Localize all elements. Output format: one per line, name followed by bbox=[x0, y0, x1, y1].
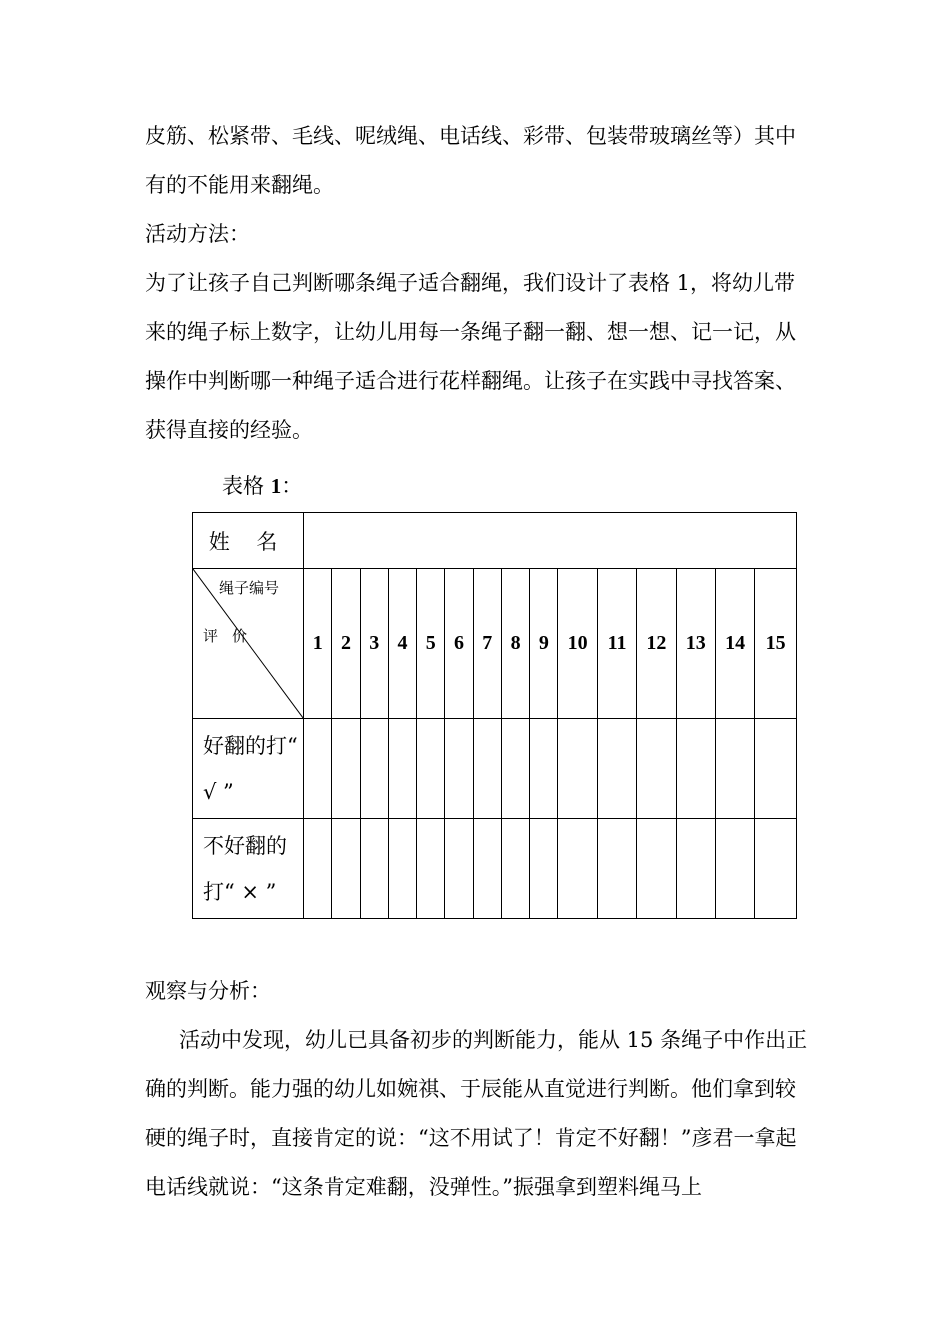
rope-number: 1 bbox=[304, 569, 332, 719]
table-cell bbox=[388, 719, 416, 819]
rope-number: 4 bbox=[388, 569, 416, 719]
rope-number: 6 bbox=[445, 569, 473, 719]
diag-label-rope-number: 绳子编号 bbox=[219, 579, 280, 597]
table-cell bbox=[755, 719, 797, 819]
table-cell bbox=[637, 719, 676, 819]
rope-number: 15 bbox=[755, 569, 797, 719]
table-cell bbox=[304, 719, 332, 819]
table-cell bbox=[360, 719, 388, 819]
table-cell bbox=[676, 819, 715, 919]
table-cell bbox=[332, 719, 360, 819]
table-cell bbox=[501, 719, 529, 819]
good-row-label: 好翻的打“ √ ” bbox=[193, 719, 304, 819]
rope-number: 7 bbox=[473, 569, 501, 719]
table-cell bbox=[530, 719, 558, 819]
rope-number: 2 bbox=[332, 569, 360, 719]
table-cell bbox=[388, 819, 416, 919]
rope-number: 12 bbox=[637, 569, 676, 719]
table-cell bbox=[530, 819, 558, 919]
rope-number: 10 bbox=[558, 569, 597, 719]
table-row-name bbox=[193, 513, 797, 569]
heading-method: 活动方法： bbox=[145, 222, 250, 246]
table-cell bbox=[755, 819, 797, 919]
table-cell bbox=[417, 719, 445, 819]
table-cell bbox=[473, 719, 501, 819]
paragraph-method: 为了让孩子自己判断哪条绳子适合翻绳，我们设计了表格 1，将幼儿带来的绳子标上数字，让幼儿用每一条绳子翻一翻、想一想、记一记，从操作中判断哪一种绳子适合进行花样翻绳。让孩子在实践中寻找答案、获得直接的经验。 bbox=[145, 271, 796, 442]
name-label: 姓 名 bbox=[193, 513, 304, 569]
table-cell bbox=[445, 719, 473, 819]
table-cell bbox=[597, 819, 636, 919]
diagonal-header-cell bbox=[193, 569, 304, 719]
table-row-bad bbox=[193, 819, 797, 919]
table-cell bbox=[501, 819, 529, 919]
table-cell bbox=[715, 819, 754, 919]
diag-label-evaluation: 评价 bbox=[203, 627, 262, 645]
rope-number: 13 bbox=[676, 569, 715, 719]
heading-observation: 观察与分析： bbox=[145, 979, 271, 1003]
rope-evaluation-table bbox=[192, 512, 797, 919]
table-cell bbox=[360, 819, 388, 919]
table-cell bbox=[558, 719, 597, 819]
table-cell bbox=[473, 819, 501, 919]
table-caption-suffix: ： bbox=[281, 474, 303, 498]
table-row-good bbox=[193, 719, 797, 819]
name-value-cell bbox=[304, 513, 797, 569]
table-cell bbox=[304, 819, 332, 919]
table-cell bbox=[332, 819, 360, 919]
rope-number: 8 bbox=[501, 569, 529, 719]
rope-number: 9 bbox=[530, 569, 558, 719]
table-cell bbox=[715, 719, 754, 819]
rope-number: 14 bbox=[715, 569, 754, 719]
table-cell bbox=[445, 819, 473, 919]
paragraph-materials: 皮筋、松紧带、毛线、呢绒绳、电话线、彩带、包装带玻璃丝等）其中有的不能用来翻绳。 bbox=[145, 124, 796, 197]
table-row-numbers bbox=[193, 569, 797, 719]
bad-row-label: 不好翻的打“ × ” bbox=[193, 819, 304, 919]
table-caption bbox=[222, 466, 302, 506]
rope-number: 11 bbox=[597, 569, 636, 719]
table-caption-number: 1 bbox=[270, 474, 282, 498]
table-cell bbox=[558, 819, 597, 919]
paragraph-observation: 活动中发现，幼儿已具备初步的判断能力，能从 15 条绳子中作出正确的判断。能力强的幼儿如婉祺、于辰能从直觉进行判断。他们拿到较硬的绳子时，直接肯定的说：“这不用试了！肯定不好翻！”彦君一拿起电话线就说：“这条肯定难翻，没弹性。”振强拿到塑料绳马上 bbox=[145, 1028, 808, 1199]
rope-number: 3 bbox=[360, 569, 388, 719]
table-caption-prefix: 表格 bbox=[222, 474, 271, 498]
table-cell bbox=[597, 719, 636, 819]
table-cell bbox=[417, 819, 445, 919]
rope-number: 5 bbox=[417, 569, 445, 719]
table-cell bbox=[676, 719, 715, 819]
table-cell bbox=[637, 819, 676, 919]
